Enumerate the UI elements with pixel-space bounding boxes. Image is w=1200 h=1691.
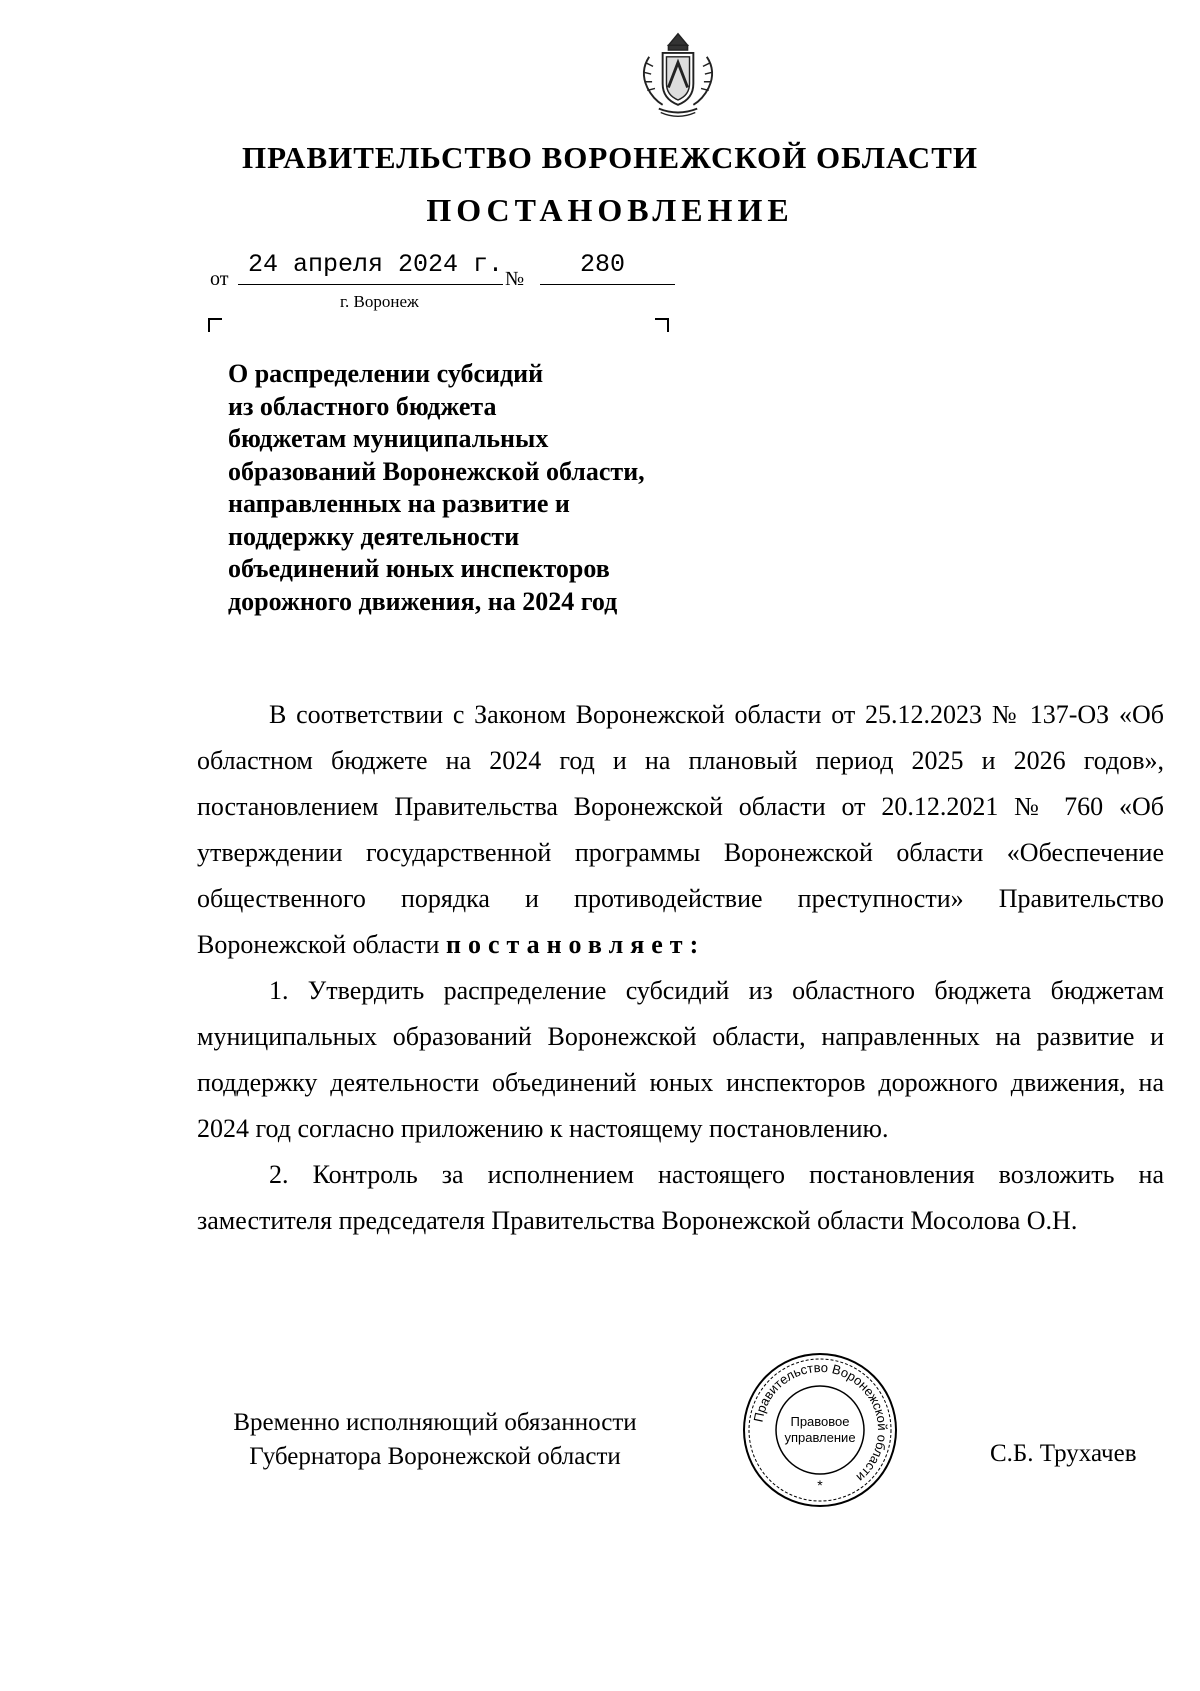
- signatory-name: С.Б. Трухачев: [990, 1440, 1137, 1467]
- seal-star: *: [817, 1477, 823, 1493]
- preamble-paragraph: [197, 692, 1164, 968]
- subject-line: бюджетам муниципальных: [228, 424, 549, 453]
- subject-line: поддержку деятельности: [228, 521, 520, 551]
- corner-mark-left: [208, 318, 222, 332]
- item-2: 2. Контроль за исполнением настоящего постановления возложить на заместителя председателя Правительства Воронежской области Мосолова О.Н.: [197, 1160, 1164, 1235]
- document-type: ПОСТАНОВЛЕНИЕ: [426, 192, 794, 228]
- subject-line: О распределении субсидий: [228, 359, 544, 388]
- document-subject: [228, 358, 748, 618]
- signatory-position-line1: Временно исполняющий обязанности: [233, 1409, 637, 1436]
- subject-line: образований Воронежской области,: [228, 456, 645, 486]
- seal-center-line2: управление: [784, 1430, 856, 1445]
- subject-line: из областного бюджета: [228, 391, 497, 421]
- number-label: №: [505, 268, 525, 290]
- coat-of-arms-icon: [630, 28, 726, 124]
- item-1: 1. Утвердить распределение субсидий из областного бюджета бюджетам муниципальных образований Воронежской области, направленных на развитие и поддержку деятельности объединений юных инспекторов дорожного движения, на 2024 год согласно приложению к настоящему постановлению.: [197, 976, 1164, 1143]
- corner-mark-right: [655, 318, 669, 332]
- resolves-word: постановляет:: [445, 930, 706, 959]
- official-seal: [740, 1350, 900, 1510]
- document-body: [197, 692, 1164, 1244]
- number-underline: [540, 284, 675, 285]
- registration-row: [210, 250, 680, 290]
- subject-line: дорожного движения, на 2024 год: [228, 586, 618, 616]
- subject-line: направленных на развитие и: [228, 489, 570, 518]
- seal-ring-text: Правительство Воронежской области: [750, 1359, 891, 1486]
- subject-line: объединений юных инспекторов: [228, 554, 610, 583]
- seal-center-line1: Правовое: [790, 1414, 850, 1429]
- date-value: 24 апреля 2024 г.: [248, 250, 504, 279]
- city: г. Воронеж: [340, 292, 419, 311]
- number-value: 280: [580, 250, 626, 279]
- organization-title: ПРАВИТЕЛЬСТВО ВОРОНЕЖСКОЙ ОБЛАСТИ: [242, 140, 978, 175]
- signatory-position-line2: Губернатора Воронежской области: [249, 1443, 621, 1470]
- preamble-text: В соответствии с Законом Воронежской области от 25.12.2023 № 137-ОЗ «Об областном бюджете на 2024 год и на плановый период 2025 и 2026 годов», постановлением Правительства Воронежской области от 20.12.2021 № 760 «Об утверждении государственной программы Воронежской области «Обеспечение общественного порядка и противодействие преступности» Правительство Воронежской области: [197, 700, 1164, 959]
- signatory-position: [210, 1406, 660, 1474]
- date-label: от: [210, 268, 229, 290]
- date-underline: [238, 284, 503, 285]
